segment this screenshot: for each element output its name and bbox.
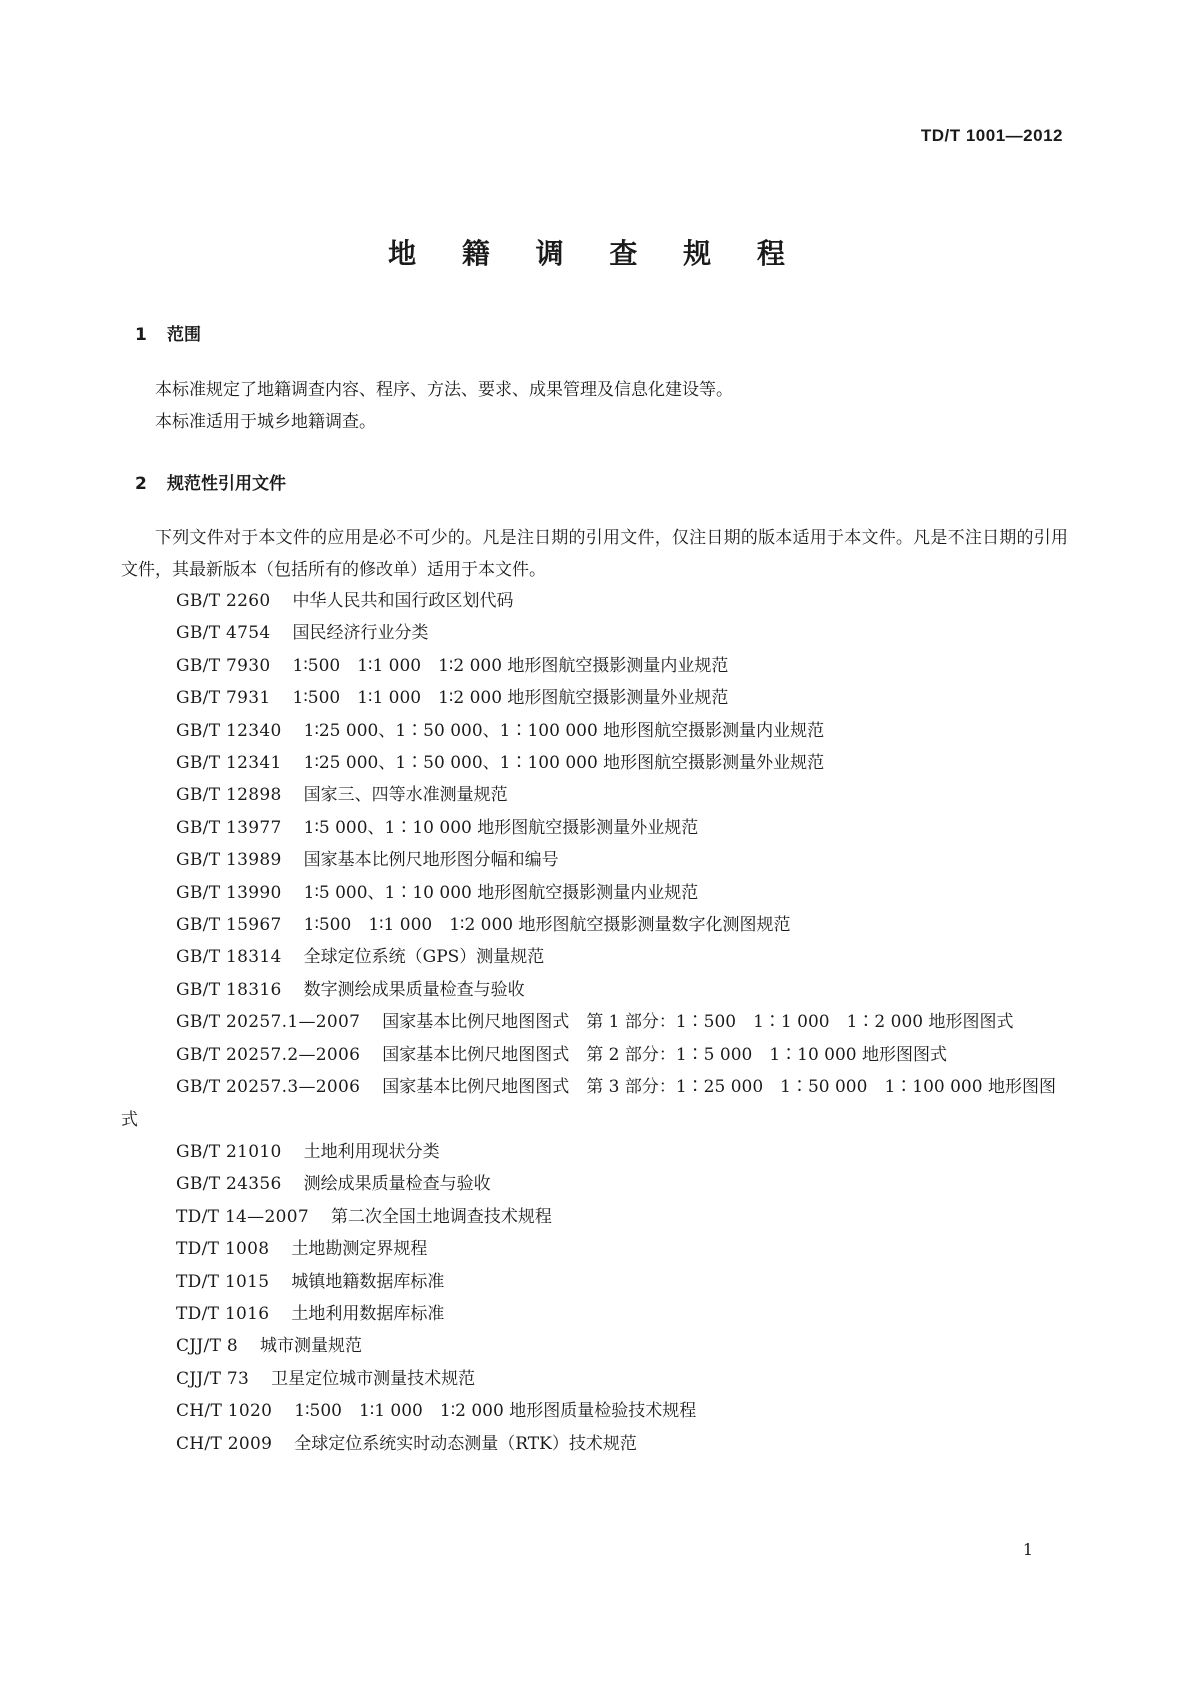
reference-title: 卫星定位城市测量技术规范 — [271, 1368, 476, 1389]
reference-code: TD/T 1015 — [176, 1271, 270, 1292]
reference-title: 城市测量规范 — [260, 1336, 363, 1357]
reference-code: GB/T 20257.3—2006 — [176, 1077, 361, 1098]
section-heading-normative-references — [135, 469, 286, 494]
reference-code: GB/T 4754 — [176, 623, 271, 644]
reference-code: GB/T 20257.2—2006 — [176, 1044, 361, 1065]
reference-item — [121, 1136, 1068, 1168]
reference-item — [121, 1071, 1068, 1136]
reference-title: 国家三、四等水准测量规范 — [303, 785, 508, 806]
document-title: 地 籍 调 查 规 程 — [388, 237, 803, 270]
reference-code: TD/T 1016 — [176, 1303, 270, 1324]
reference-title: 1∶500 1∶1 000 1∶2 000 地形图质量检验技术规程 — [294, 1401, 697, 1422]
reference-item — [121, 974, 1068, 1006]
reference-item — [121, 1395, 1068, 1427]
reference-item — [121, 1168, 1068, 1200]
reference-title: 1∶500 1∶1 000 1∶2 000 地形图航空摄影测量数字化测图规范 — [303, 915, 791, 936]
paragraph: 本标准适用于城乡地籍调查。 — [155, 412, 376, 432]
reference-item — [121, 877, 1068, 909]
reference-item — [121, 682, 1068, 714]
reference-code: GB/T 18314 — [176, 947, 282, 968]
reference-code: GB/T 13977 — [176, 817, 282, 838]
section-heading-scope — [135, 320, 201, 345]
reference-code: CJJ/T 73 — [176, 1368, 250, 1389]
reference-code: GB/T 7931 — [176, 688, 271, 709]
reference-code: GB/T 15967 — [176, 915, 282, 936]
page-number: 1 — [1022, 1540, 1033, 1559]
reference-title: 土地勘测定界规程 — [291, 1239, 428, 1260]
reference-title: 国家基本比例尺地图图式 第 2 部分：1∶5 000 1∶10 000 地形图图式 — [382, 1044, 948, 1065]
section-title: 范围 — [167, 325, 201, 345]
reference-title: 全球定位系统（GPS）测量规范 — [303, 947, 545, 968]
reference-title: 数字测绘成果质量检查与验收 — [303, 979, 525, 1000]
reference-title: 国家基本比例尺地图图式 第 3 部分：1∶25 000 1∶50 000 1∶100 000 地形图图式 — [121, 1077, 1056, 1130]
reference-code: GB/T 12340 — [176, 720, 282, 741]
reference-code: GB/T 24356 — [176, 1174, 282, 1195]
reference-title: 测绘成果质量检查与验收 — [303, 1174, 491, 1195]
standard-code: TD/T 1001—2012 — [920, 126, 1063, 145]
reference-item — [121, 779, 1068, 811]
reference-code: GB/T 12898 — [176, 785, 282, 806]
reference-item — [121, 1266, 1068, 1298]
reference-title: 1∶500 1∶1 000 1∶2 000 地形图航空摄影测量内业规范 — [292, 655, 729, 676]
reference-item — [121, 1233, 1068, 1265]
reference-item — [121, 812, 1068, 844]
reference-code: GB/T 21010 — [176, 1141, 282, 1162]
reference-item — [121, 1201, 1068, 1233]
reference-title: 1∶500 1∶1 000 1∶2 000 地形图航空摄影测量外业规范 — [292, 688, 729, 709]
reference-item — [121, 1428, 1068, 1460]
section-number: 2 — [135, 474, 147, 494]
reference-item — [121, 1039, 1068, 1071]
reference-item — [121, 715, 1068, 747]
reference-code: CH/T 1020 — [176, 1401, 273, 1422]
reference-title: 1∶5 000、1∶10 000 地形图航空摄影测量外业规范 — [303, 817, 699, 838]
reference-code: GB/T 2260 — [176, 591, 271, 611]
reference-title: 城镇地籍数据库标准 — [291, 1271, 445, 1292]
reference-title: 中华人民共和国行政区划代码 — [292, 591, 514, 611]
reference-title: 国家基本比例尺地形图分幅和编号 — [303, 850, 559, 871]
reference-title: 1∶25 000、1∶50 000、1∶100 000 地形图航空摄影测量内业规范 — [303, 720, 825, 741]
reference-code: GB/T 7930 — [176, 655, 271, 676]
scope-body — [121, 374, 1068, 438]
references-intro — [121, 522, 1068, 586]
reference-code: CJJ/T 8 — [176, 1336, 239, 1357]
reference-item — [121, 747, 1068, 779]
reference-item — [121, 1298, 1068, 1330]
reference-item — [121, 585, 1068, 617]
reference-item — [121, 1363, 1068, 1395]
reference-code: GB/T 13990 — [176, 882, 282, 903]
reference-title: 土地利用现状分类 — [303, 1141, 440, 1162]
paragraph: 下列文件对于本文件的应用是必不可少的。凡是注日期的引用文件，仅注日期的版本适用于本文件。凡是不注日期的引用文件，其最新版本（包括所有的修改单）适用于本文件。 — [121, 528, 1068, 580]
reference-item — [121, 650, 1068, 682]
reference-title: 国民经济行业分类 — [292, 623, 429, 644]
reference-item — [121, 1006, 1068, 1038]
reference-code: GB/T 20257.1—2007 — [176, 1012, 361, 1033]
reference-code: GB/T 13989 — [176, 850, 282, 871]
reference-code: TD/T 1008 — [176, 1239, 270, 1260]
paragraph: 本标准规定了地籍调查内容、程序、方法、要求、成果管理及信息化建设等。 — [155, 380, 733, 400]
reference-item — [121, 1330, 1068, 1362]
reference-item — [121, 941, 1068, 973]
reference-item — [121, 844, 1068, 876]
reference-item — [121, 617, 1068, 649]
reference-code: GB/T 12341 — [176, 753, 282, 774]
reference-code: TD/T 14—2007 — [176, 1206, 309, 1227]
reference-item — [121, 909, 1068, 941]
reference-title: 国家基本比例尺地图图式 第 1 部分：1∶500 1∶1 000 1∶2 000 地形图图式 — [382, 1012, 1014, 1033]
reference-list — [121, 585, 1068, 1460]
reference-title: 1∶5 000、1∶10 000 地形图航空摄影测量内业规范 — [303, 882, 699, 903]
reference-title: 第二次全国土地调查技术规程 — [330, 1206, 552, 1227]
reference-title: 土地利用数据库标准 — [291, 1303, 445, 1324]
reference-title: 1∶25 000、1∶50 000、1∶100 000 地形图航空摄影测量外业规范 — [303, 753, 825, 774]
reference-code: GB/T 18316 — [176, 979, 282, 1000]
section-title: 规范性引用文件 — [167, 474, 286, 494]
section-number: 1 — [135, 325, 147, 345]
reference-code: CH/T 2009 — [176, 1433, 273, 1454]
reference-title: 全球定位系统实时动态测量（RTK）技术规范 — [294, 1433, 637, 1454]
